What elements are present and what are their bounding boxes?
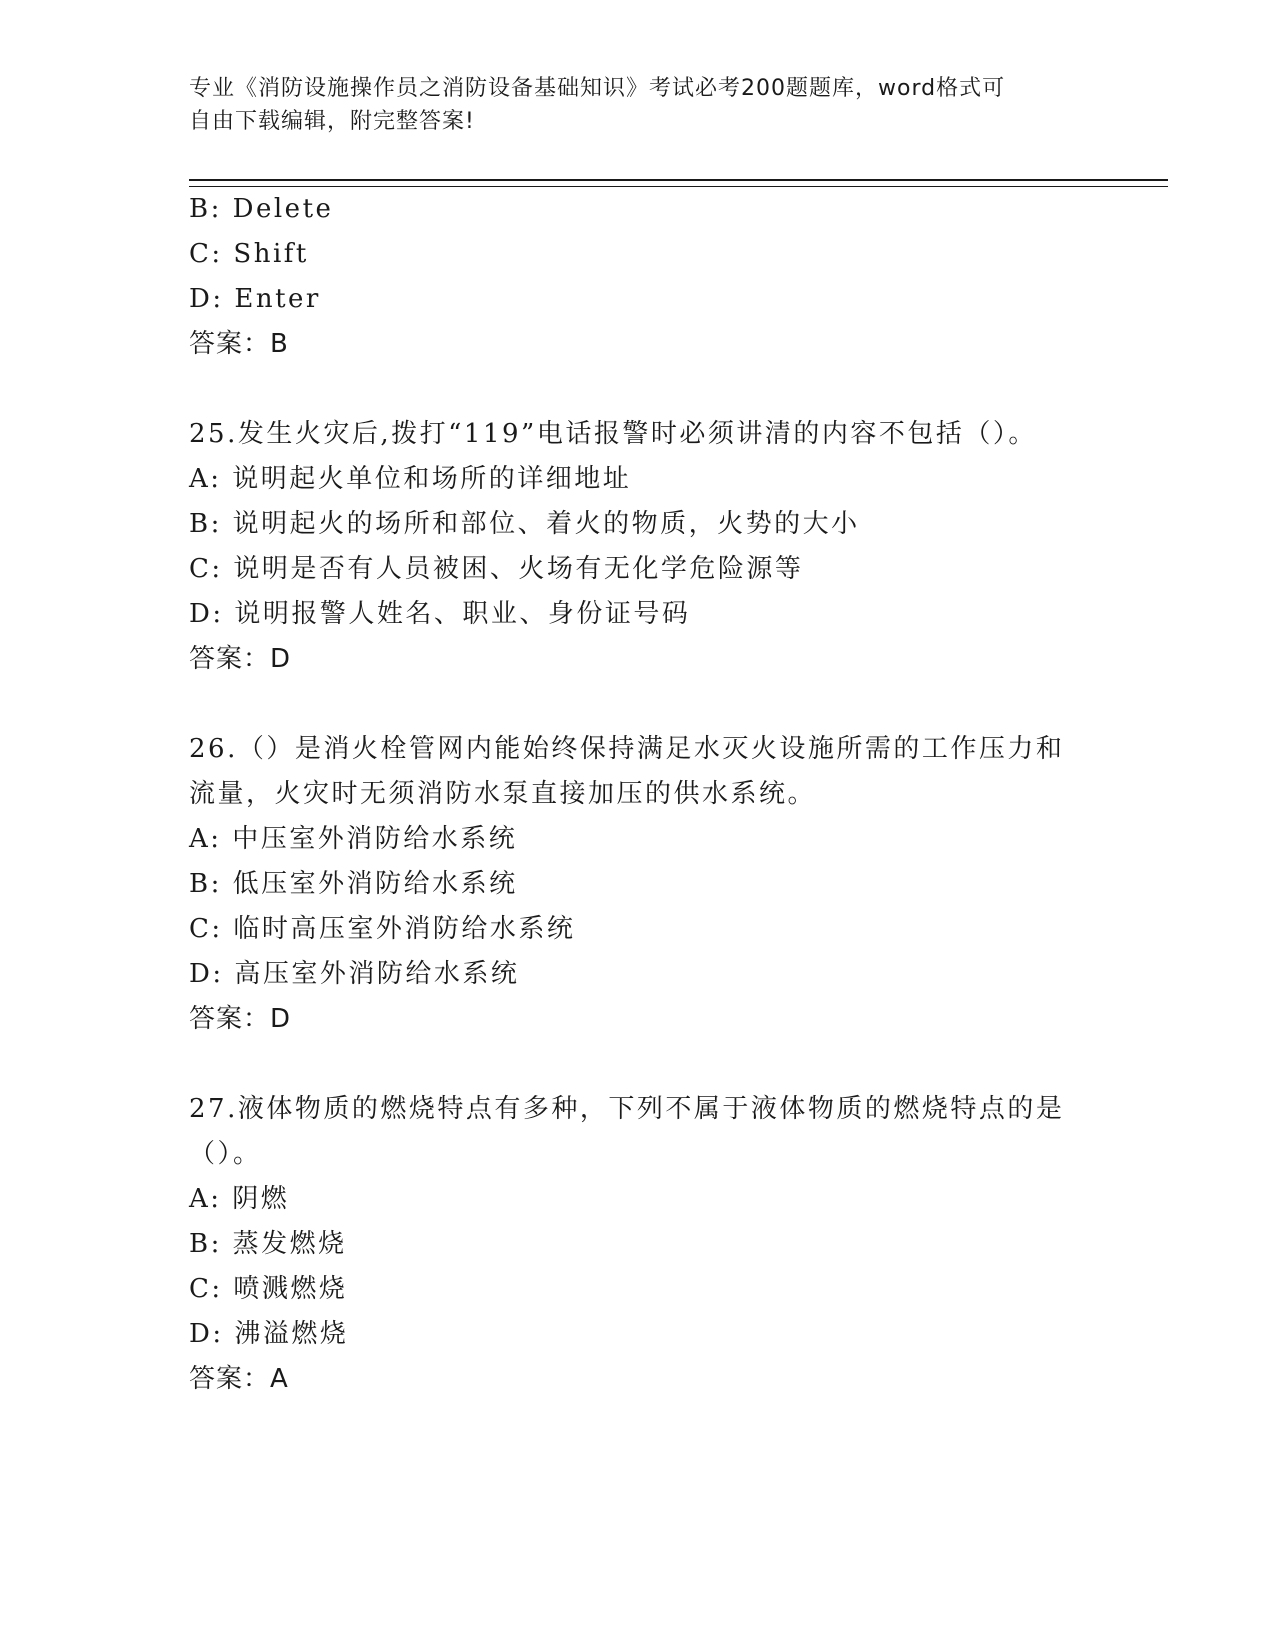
prev-question-option-d: D: Enter <box>189 284 321 314</box>
question-26-answer: 答案：D <box>189 1004 292 1034</box>
question-27-stem-line-1: 27.液体物质的燃烧特点有多种，下列不属于液体物质的燃烧特点的是 <box>189 1094 1065 1124</box>
question-26-stem-line-1: 26.（）是消火栓管网内能始终保持满足水灭火设施所需的工作压力和 <box>189 734 1065 764</box>
question-27-option-b: B: 蒸发燃烧 <box>189 1229 347 1259</box>
header-title-line-1: 专业《消防设施操作员之消防设备基础知识》考试必考200题题库，word格式可 <box>189 76 1006 101</box>
question-25-stem: 25.发生火灾后,拨打“119”电话报警时必须讲清的内容不包括（）。 <box>189 419 1037 449</box>
question-25-option-b: B: 说明起火的场所和部位、着火的物质，火势的大小 <box>189 509 860 539</box>
prev-question-option-b: B: Delete <box>189 194 334 224</box>
header-title-line-2: 自由下载编辑，附完整答案! <box>189 109 475 134</box>
document-header <box>189 72 1089 138</box>
question-27-answer: 答案：A <box>189 1364 289 1394</box>
question-27-stem-line-2: （）。 <box>189 1139 262 1169</box>
question-27-option-a: A: 阴燃 <box>189 1184 290 1214</box>
question-25-option-a: A: 说明起火单位和场所的详细地址 <box>189 464 632 494</box>
question-27-option-d: D: 沸溢燃烧 <box>189 1319 349 1349</box>
question-25-option-d: D: 说明报警人姓名、职业、身份证号码 <box>189 599 691 629</box>
question-26-option-d: D: 高压室外消防给水系统 <box>189 959 520 989</box>
question-26-option-a: A: 中压室外消防给水系统 <box>189 824 518 854</box>
question-27-option-c: C: 喷溅燃烧 <box>189 1274 348 1304</box>
prev-question-answer: 答案：B <box>189 329 289 359</box>
question-25-option-c: C: 说明是否有人员被困、火场有无化学危险源等 <box>189 554 804 584</box>
prev-question-option-c: C: Shift <box>189 239 309 269</box>
question-26-option-b: B: 低压室外消防给水系统 <box>189 869 518 899</box>
header-divider <box>189 179 1168 187</box>
question-26-stem-line-2: 流量，火灾时无须消防水泵直接加压的供水系统。 <box>189 779 817 809</box>
question-26-option-c: C: 临时高压室外消防给水系统 <box>189 914 576 944</box>
question-25-answer: 答案：D <box>189 644 292 674</box>
